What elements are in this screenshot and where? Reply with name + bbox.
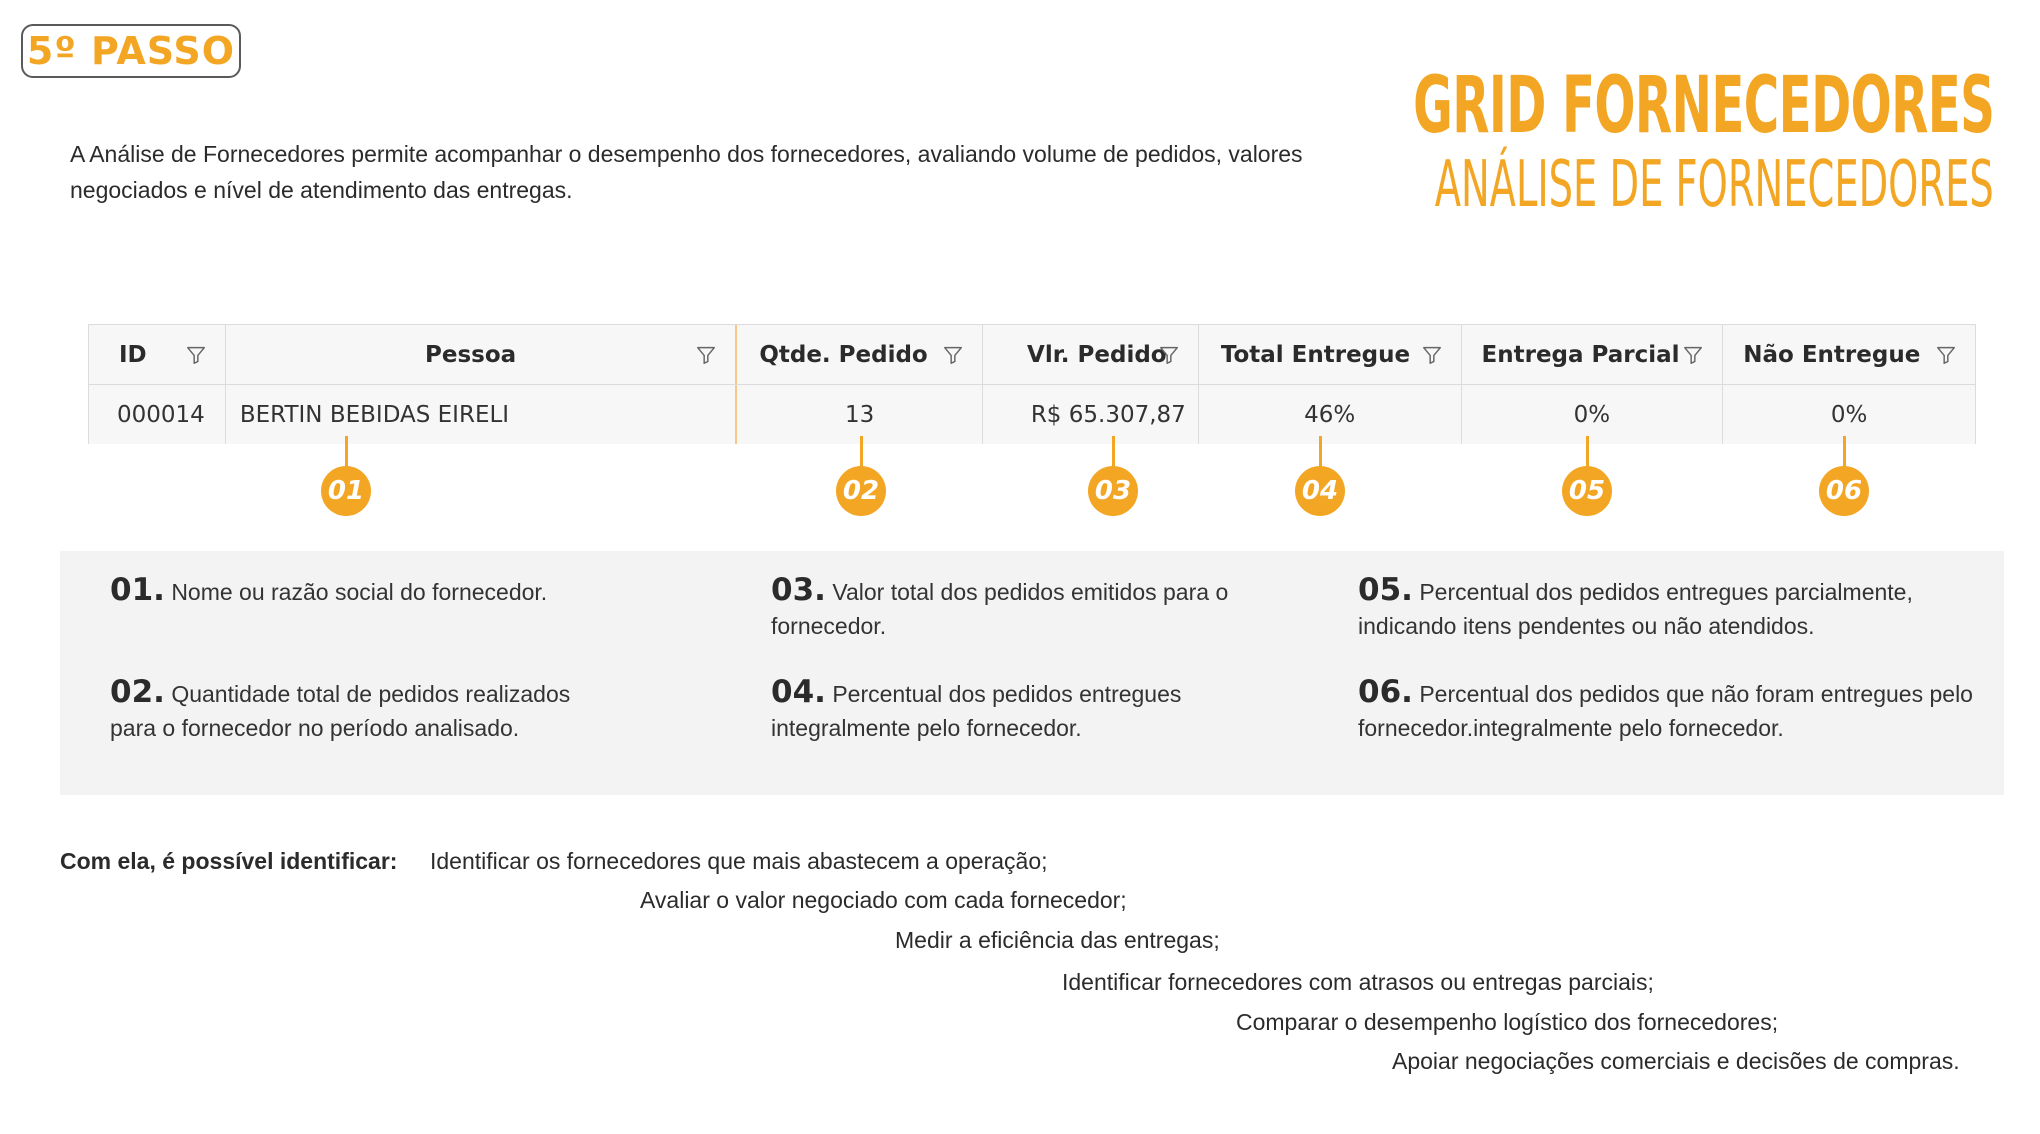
cell-id: 000014 — [89, 385, 226, 444]
column-header-id[interactable] — [89, 325, 226, 384]
filter-icon[interactable] — [1935, 344, 1957, 366]
cell-total-entregue: 46% — [1199, 385, 1462, 444]
filter-icon[interactable] — [185, 344, 207, 366]
column-header-label: Total Entregue — [1220, 341, 1411, 368]
column-header-entrega-parcial[interactable] — [1462, 325, 1724, 384]
legend-text: Quantidade total de pedidos realizados para o fornecedor no período analisado. — [110, 681, 571, 741]
marker-badge: 01 — [321, 466, 371, 516]
legend-panel — [60, 551, 2004, 795]
legend-item-04 — [771, 675, 1251, 745]
list-item: Apoiar negociações comerciais e decisões de compras. — [1392, 1048, 1960, 1074]
legend-item-02 — [110, 675, 620, 745]
cell-pessoa: BERTIN BEBIDAS EIRELI — [226, 385, 737, 444]
marker-badge: 04 — [1295, 466, 1345, 516]
page-title: GRID FORNECEDORES — [1412, 61, 1994, 151]
column-header-label: Vlr. Pedido — [1027, 341, 1167, 368]
list-item: Identificar os fornecedores que mais abastecem a operação; — [430, 848, 1048, 874]
column-header-label: Entrega Parcial — [1481, 341, 1680, 368]
possible-label: Com ela, é possível identificar: — [60, 848, 398, 874]
legend-number: 02. — [110, 674, 165, 710]
filter-icon[interactable] — [1158, 344, 1180, 366]
legend-number: 06. — [1358, 674, 1413, 710]
filter-icon[interactable] — [1682, 344, 1704, 366]
legend-text: Valor total dos pedidos emitidos para o fornecedor. — [771, 579, 1229, 639]
legend-number: 04. — [771, 674, 826, 710]
legend-item-01 — [110, 573, 710, 609]
filter-icon[interactable] — [695, 344, 717, 366]
filter-icon[interactable] — [942, 344, 964, 366]
marker-connector — [860, 436, 863, 470]
legend-text: Nome ou razão social do fornecedor. — [171, 579, 548, 605]
legend-text: Percentual dos pedidos que não foram entregues pelo fornecedor.integralmente pelo fornecedor. — [1358, 681, 1973, 741]
list-item: Avaliar o valor negociado com cada fornecedor; — [640, 887, 1127, 913]
column-header-label: Não Entregue — [1743, 341, 1921, 368]
marker-connector — [1843, 436, 1846, 470]
intro-text: A Análise de Fornecedores permite acompanhar o desempenho dos fornecedores, avaliando volume de pedidos, valores negociados e nível de atendimento das entregas. — [70, 141, 1303, 203]
cell-nao-entregue: 0% — [1830, 401, 1868, 428]
cell-qtde-pedido: 13 — [737, 385, 983, 444]
grid-header-row — [89, 325, 1975, 385]
marker-badge: 02 — [836, 466, 886, 516]
column-header-pessoa[interactable] — [226, 325, 737, 384]
column-header-total-entregue[interactable] — [1199, 325, 1462, 384]
column-header-label: Pessoa — [425, 341, 517, 368]
step-badge: 5º PASSO — [21, 24, 241, 78]
page-subtitle: ANÁLISE DE FORNECEDORES — [1434, 148, 1994, 222]
marker-badge: 06 — [1819, 466, 1869, 516]
list-item: Identificar fornecedores com atrasos ou entregas parciais; — [1062, 969, 1654, 995]
column-header-qtde-pedido[interactable] — [737, 325, 983, 384]
list-item: Comparar o desempenho logístico dos fornecedores; — [1236, 1009, 1779, 1035]
table-row[interactable] — [89, 385, 1975, 444]
list-item: Medir a eficiência das entregas; — [895, 927, 1220, 953]
legend-text: Percentual dos pedidos entregues parcialmente, indicando itens pendentes ou não atendidos. — [1358, 579, 1913, 639]
suppliers-grid — [88, 324, 1976, 444]
marker-connector — [1586, 436, 1589, 470]
marker-connector — [1112, 436, 1115, 470]
cell-entrega-parcial: 0% — [1462, 385, 1724, 444]
legend-text: Percentual dos pedidos entregues integralmente pelo fornecedor. — [771, 681, 1182, 741]
column-header-label: ID — [119, 341, 147, 368]
marker-connector — [345, 436, 348, 470]
legend-item-06 — [1358, 675, 1978, 745]
filter-icon[interactable] — [1421, 344, 1443, 366]
legend-item-03 — [771, 573, 1271, 643]
column-header-vlr-pedido[interactable] — [983, 325, 1199, 384]
column-header-nao-entregue[interactable] — [1723, 325, 1975, 384]
cell-vlr-pedido: R$ 65.307,87 — [983, 385, 1199, 444]
marker-badge: 05 — [1562, 466, 1612, 516]
marker-badge: 03 — [1088, 466, 1138, 516]
column-header-label: Qtde. Pedido — [759, 341, 928, 368]
marker-connector — [1319, 436, 1322, 470]
legend-item-05 — [1358, 573, 1948, 643]
legend-number: 01. — [110, 572, 165, 608]
legend-number: 05. — [1358, 572, 1413, 608]
legend-number: 03. — [771, 572, 826, 608]
